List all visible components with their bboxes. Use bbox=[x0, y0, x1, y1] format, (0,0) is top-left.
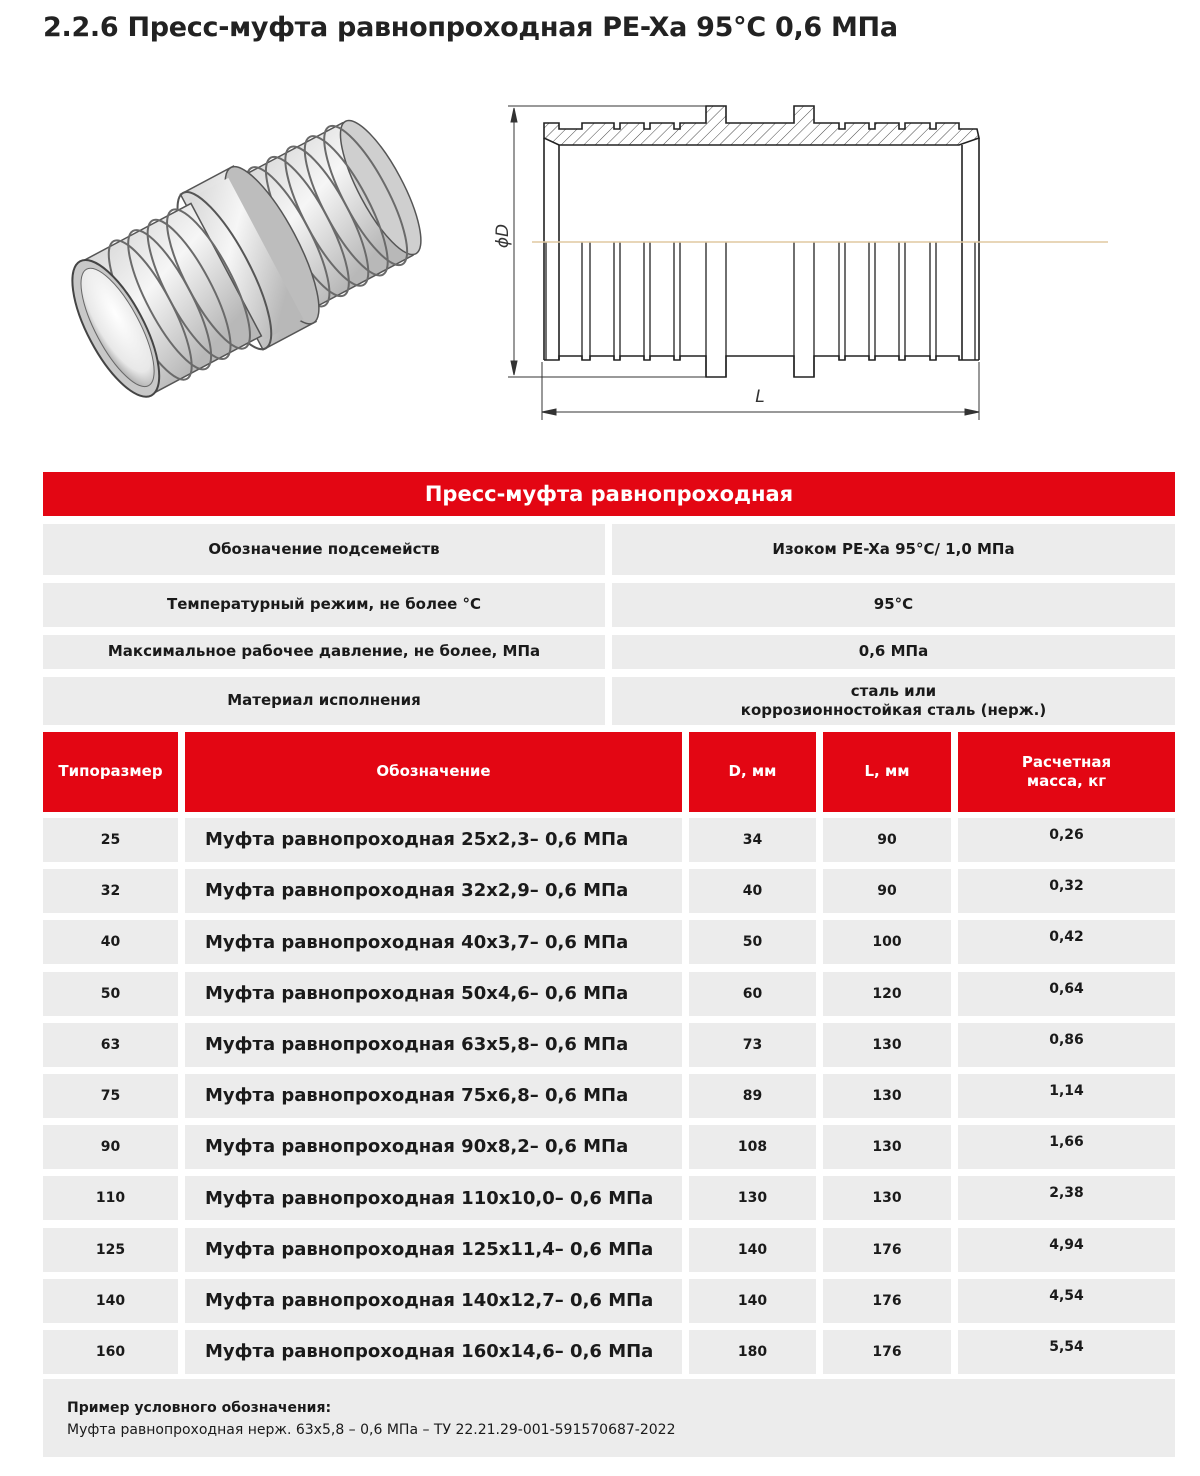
cell-mass: 1,14 bbox=[958, 1074, 1175, 1118]
cell-size: 125 bbox=[43, 1228, 178, 1272]
header-mass-line: Расчетная bbox=[1021, 752, 1112, 771]
cell-d: 60 bbox=[689, 972, 816, 1016]
cell-d: 130 bbox=[689, 1176, 816, 1220]
cell-size: 63 bbox=[43, 1023, 178, 1067]
cell-mass: 0,42 bbox=[958, 920, 1175, 964]
cell-size: 50 bbox=[43, 972, 178, 1016]
cell-designation: Муфта равнопроходная 90х8,2– 0,6 МПа bbox=[185, 1125, 682, 1169]
cell-designation: Муфта равнопроходная 32х2,9– 0,6 МПа bbox=[185, 869, 682, 913]
cell-mass: 2,38 bbox=[958, 1176, 1175, 1220]
header-designation: Обозначение bbox=[185, 732, 682, 812]
cell-mass: 0,86 bbox=[958, 1023, 1175, 1067]
cell-d: 108 bbox=[689, 1125, 816, 1169]
cell-size: 40 bbox=[43, 920, 178, 964]
cell-l: 90 bbox=[823, 818, 951, 862]
cell-mass: 4,94 bbox=[958, 1228, 1175, 1272]
property-label: Температурный режим, не более °С bbox=[43, 583, 605, 627]
coupling-3d-illustration bbox=[55, 95, 455, 425]
property-value: Изоком PE-Xa 95°C/ 1,0 МПа bbox=[612, 524, 1175, 575]
cell-size: 32 bbox=[43, 869, 178, 913]
cell-l: 176 bbox=[823, 1279, 951, 1323]
cell-designation: Муфта равнопроходная 40х3,7– 0,6 МПа bbox=[185, 920, 682, 964]
cell-size: 160 bbox=[43, 1330, 178, 1374]
designation-example bbox=[43, 1379, 1175, 1457]
cell-l: 130 bbox=[823, 1176, 951, 1220]
cell-designation: Муфта равнопроходная 110х10,0– 0,6 МПа bbox=[185, 1176, 682, 1220]
property-label: Максимальное рабочее давление, не более, МПа bbox=[43, 635, 605, 669]
header-l: L, мм bbox=[823, 732, 951, 812]
cell-mass: 1,66 bbox=[958, 1125, 1175, 1169]
cell-mass: 0,64 bbox=[958, 972, 1175, 1016]
table-caption: Пресс-муфта равнопроходная bbox=[43, 472, 1175, 516]
cell-l: 176 bbox=[823, 1228, 951, 1272]
cell-designation: Муфта равнопроходная 50х4,6– 0,6 МПа bbox=[185, 972, 682, 1016]
header-d: D, мм bbox=[689, 732, 816, 812]
cell-l: 120 bbox=[823, 972, 951, 1016]
diameter-label: ϕD bbox=[493, 223, 513, 249]
example-text: Муфта равнопроходная нерж. 63х5,8 – 0,6 МПа – ТУ 22.21.29-001-591570687-2022 bbox=[67, 1422, 676, 1438]
property-label: Материал исполнения bbox=[43, 677, 605, 725]
cell-d: 140 bbox=[689, 1279, 816, 1323]
cell-mass: 5,54 bbox=[958, 1330, 1175, 1374]
cell-l: 176 bbox=[823, 1330, 951, 1374]
cell-size: 140 bbox=[43, 1279, 178, 1323]
cell-designation: Муфта равнопроходная 75х6,8– 0,6 МПа bbox=[185, 1074, 682, 1118]
cell-size: 25 bbox=[43, 818, 178, 862]
cell-d: 73 bbox=[689, 1023, 816, 1067]
header-mass bbox=[958, 732, 1175, 812]
cell-size: 75 bbox=[43, 1074, 178, 1118]
property-value: 95°C bbox=[612, 583, 1175, 627]
cell-designation: Муфта равнопроходная 160х14,6– 0,6 МПа bbox=[185, 1330, 682, 1374]
cell-size: 110 bbox=[43, 1176, 178, 1220]
cell-d: 34 bbox=[689, 818, 816, 862]
cell-size: 90 bbox=[43, 1125, 178, 1169]
cell-mass: 0,26 bbox=[958, 818, 1175, 862]
cell-mass: 0,32 bbox=[958, 869, 1175, 913]
cell-d: 89 bbox=[689, 1074, 816, 1118]
cell-d: 140 bbox=[689, 1228, 816, 1272]
header-size: Типоразмер bbox=[43, 732, 178, 812]
cell-l: 90 bbox=[823, 869, 951, 913]
cell-d: 50 bbox=[689, 920, 816, 964]
property-value bbox=[612, 677, 1175, 725]
cell-mass: 4,54 bbox=[958, 1279, 1175, 1323]
cell-l: 130 bbox=[823, 1023, 951, 1067]
cell-designation: Муфта равнопроходная 140х12,7– 0,6 МПа bbox=[185, 1279, 682, 1323]
cell-designation: Муфта равнопроходная 63х5,8– 0,6 МПа bbox=[185, 1023, 682, 1067]
cell-l: 100 bbox=[823, 920, 951, 964]
cell-l: 130 bbox=[823, 1125, 951, 1169]
coupling-technical-drawing bbox=[480, 90, 1140, 430]
example-label: Пример условного обозначения: bbox=[67, 1400, 332, 1416]
property-value-line: сталь или bbox=[850, 681, 937, 700]
cell-designation: Муфта равнопроходная 125х11,4– 0,6 МПа bbox=[185, 1228, 682, 1272]
cell-d: 180 bbox=[689, 1330, 816, 1374]
cell-d: 40 bbox=[689, 869, 816, 913]
page-title: 2.2.6 Пресс-муфта равнопроходная PE-Xa 95°C 0,6 МПа bbox=[43, 12, 898, 43]
property-label: Обозначение подсемейств bbox=[43, 524, 605, 575]
length-label: L bbox=[755, 387, 765, 407]
cell-l: 130 bbox=[823, 1074, 951, 1118]
property-value-line: коррозионностойкая сталь (нерж.) bbox=[740, 701, 1047, 719]
cell-designation: Муфта равнопроходная 25х2,3– 0,6 МПа bbox=[185, 818, 682, 862]
header-mass-line: масса, кг bbox=[1026, 772, 1107, 790]
property-value: 0,6 МПа bbox=[612, 635, 1175, 669]
